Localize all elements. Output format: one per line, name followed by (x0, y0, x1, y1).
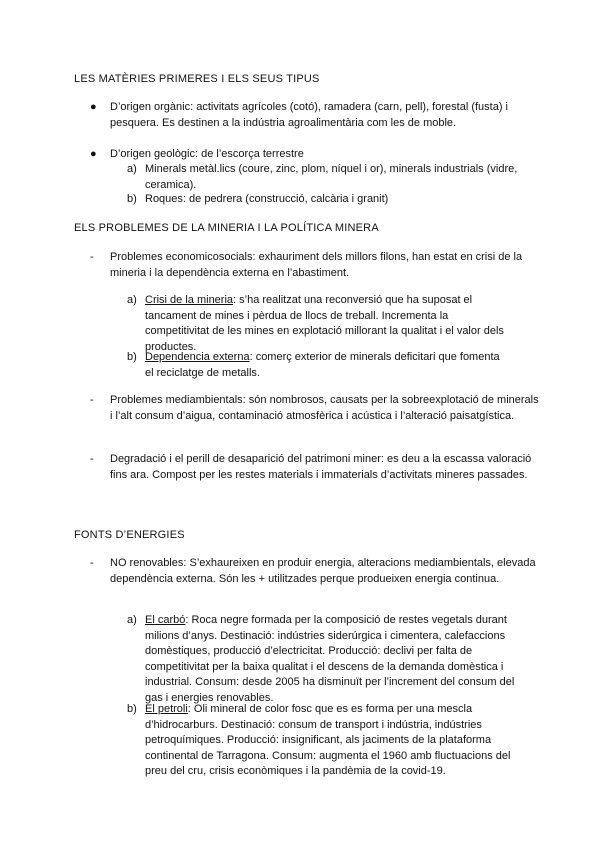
section-heading-mining-problems: ELS PROBLEMES DE LA MINERIA I LA POLÍTICA MINERA (74, 222, 379, 234)
sub-item-text: Minerals metàl.lics (coure, zinc, plom, níquel i or), minerals industrials (vidre, ceramica). (145, 163, 518, 191)
sub-item-marker: b) (127, 703, 137, 715)
list-item-text: D’origen geològic: de l’escorça terrestre (110, 148, 304, 160)
sub-item-text (145, 293, 510, 355)
dash-marker: - (90, 251, 94, 263)
list-item-text: Degradació i el perill de desaparició del patrimoni miner: es deu a la escassa valoració fins ara. Compost per les restes materials i immaterials d’activitats mineres passades. (110, 453, 532, 481)
sub-item-body: : Roca negre formada per la composició de restes vegetals durant milions d’anys. Destinació: indústries siderúrgica i cimentera, calefaccions domèstiques, producció d’electricitat. Producció: declivi per falta de competitivitat per la baixa qualitat i el descens de la demanda domèstica i industrial. Consum: desde 2005 ha disminuït per l’increment del consum del gas i energies renovables. (145, 614, 515, 704)
list-item-text: D’origen orgànic: activitats agrícoles (cotó), ramadera (carn, pell), forestal (fusta) i pesquera. Es destinen a la indústria agroalimentària com les de moble. (110, 101, 508, 129)
section-heading-raw-materials: LES MATÈRIES PRIMERES I ELS SEUS TIPUS (74, 73, 320, 85)
sub-item-text: Roques: de pedrera (construcció, calcària i granit) (145, 193, 389, 205)
sub-item-label: El petroli (145, 703, 188, 715)
dash-marker: - (90, 453, 94, 465)
sub-item-marker: b) (127, 351, 137, 363)
sub-item-marker: b) (127, 193, 137, 205)
bullet-marker: ● (90, 148, 97, 160)
list-item-text: NO renovables: S’exhaureixen en produir energia, alteracions mediambientals, elevada dependència externa. Són les + utilitzades perque produeixen energia continua. (110, 557, 536, 585)
sub-item-body: : s’ha realitzat una reconversió que ha suposat el tancament de mines i pèrdua de llocs de treball. Incrementa la competitivitat de les mines en explotació millorant la qualitat i el valor dels productes. (145, 294, 504, 353)
sub-item-text (145, 613, 530, 706)
sub-item-label: Crisi de la mineria (145, 294, 234, 306)
sub-item-marker: a) (127, 294, 137, 306)
sub-item-body: : Oli mineral de color fosc que es es forma per una mescla d’hidrocarburs. Destinació: consum de transport i indústria, indústries petroquímiques. Producció: insignificant, als jaciments de la plataforma continental de Tarragona. Consum: augmenta el 1960 amb fluctuacions del preu del cru, crisis econòmiques i la pandèmia de la covid-19. (145, 703, 511, 777)
section-heading-energy-sources: FONTS D’ENERGIES (74, 529, 185, 541)
sub-item-label: El carbó (145, 614, 186, 626)
bullet-marker: ● (90, 101, 97, 113)
sub-item-text (145, 350, 510, 381)
dash-marker: - (90, 394, 94, 406)
list-item-text: Problemes mediambientals: són nombrosos, causats per la sobreexplotació de minerals i l’alt consum d’aigua, contaminació atmosfèrica i acústica i l’alteració paisatgística. (110, 394, 539, 422)
sub-item-marker: a) (127, 614, 137, 626)
dash-marker: - (90, 557, 94, 569)
sub-item-body: : comerç exterior de minerals deficitari que fomenta el reciclatge de metalls. (145, 351, 500, 379)
sub-item-text (145, 702, 530, 780)
sub-item-label: Dependencia externa (145, 351, 250, 363)
sub-item-marker: a) (127, 163, 137, 175)
list-item-text: Problemes economicosocials: exhauriment dels millors filons, han estat en crisi de la mineria i la dependència externa en l’abastiment. (110, 251, 523, 279)
